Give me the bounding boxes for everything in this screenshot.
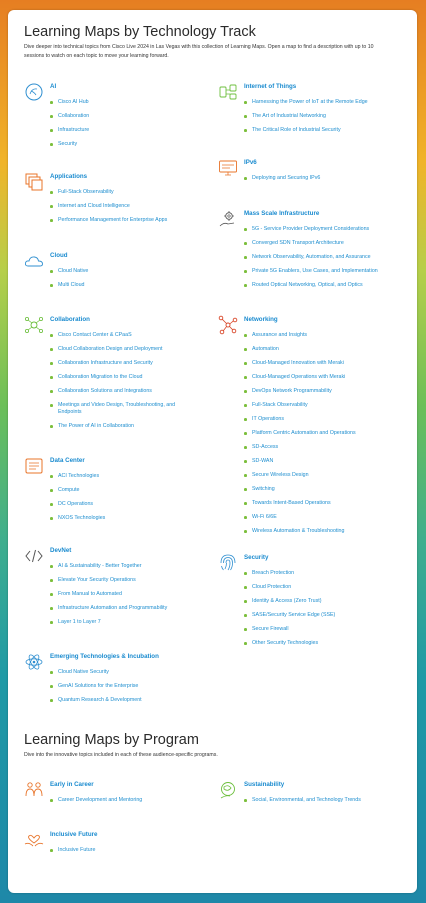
list-item[interactable]: Performance Management for Enterprise Apps [50,217,167,224]
ai-brain-icon [24,82,44,102]
topic-ai-list [50,99,89,155]
topic-mass-scale-link[interactable]: Mass Scale Infrastructure [244,210,320,217]
people-growth-icon [24,780,44,800]
topic-devnet-list [50,563,167,633]
list-item[interactable]: SD-WAN [244,458,356,465]
list-item[interactable]: SD-Access [244,444,356,451]
list-item[interactable]: Platform Centric Automation and Operations [244,430,356,437]
hands-heart-icon [24,830,44,850]
list-item[interactable]: Cisco Contact Center & CPaaS [50,332,200,339]
topic-applications-link[interactable]: Applications [50,173,88,180]
topic-collaboration-link[interactable]: Collaboration [50,316,90,323]
topic-networking-link[interactable]: Networking [244,316,278,323]
gear-hand-icon [218,209,238,229]
topic-data-center-list [50,473,105,529]
topic-cloud-list [50,268,88,296]
topic-data-center-link[interactable]: Data Center [50,457,85,464]
list-item[interactable]: Harnessing the Power of IoT at the Remote Edge [244,99,368,106]
list-item[interactable]: Switching [244,486,356,493]
iot-devices-icon [218,82,238,102]
list-item[interactable]: The Power of AI in Collaboration [50,423,200,430]
list-item[interactable]: DC Operations [50,501,105,508]
list-item[interactable]: Cloud Collaboration Design and Deployment [50,346,200,353]
people-network-icon [24,315,44,335]
list-item[interactable]: Collaboration [50,113,89,120]
list-item[interactable]: Multi Cloud [50,282,88,289]
topic-networking-list [244,332,356,542]
list-item[interactable]: Social, Environmental, and Technology Trends [244,797,361,804]
list-item[interactable]: Towards Intent-Based Operations [244,500,356,507]
list-item[interactable]: Cloud Native [50,268,88,275]
topic-applications-list [50,189,167,231]
topic-emerging-tech-list [50,669,142,711]
stacked-windows-icon [24,172,44,192]
topic-inclusive-future-list [50,847,95,861]
list-item[interactable]: Infrastructure Automation and Programmability [50,605,167,612]
ipv6-monitor-icon [218,158,238,178]
server-rack-icon [24,456,44,476]
list-item[interactable]: Inclusive Future [50,847,95,854]
list-item[interactable]: Cisco AI Hub [50,99,89,106]
list-item[interactable]: Assurance and Insights [244,332,356,339]
list-item[interactable]: Private 5G Enablers, Use Cases, and Implementation [244,268,378,275]
list-item[interactable]: Career Development and Mentoring [50,797,142,804]
list-item[interactable]: Cloud Native Security [50,669,142,676]
list-item[interactable]: Routed Optical Networking, Optical, and Optics [244,282,378,289]
topic-early-career-link[interactable]: Early in Career [50,781,94,788]
list-item[interactable]: Collaboration Infrastructure and Security [50,360,200,367]
list-item[interactable]: NXOS Technologies [50,515,105,522]
list-item[interactable]: GenAI Solutions for the Enterprise [50,683,142,690]
code-brackets-icon [24,546,44,566]
topic-emerging-tech-link[interactable]: Emerging Technologies & Incubation [50,653,159,660]
list-item[interactable]: Collaboration Migration to the Cloud [50,374,200,381]
list-item[interactable]: Full-Stack Observability [244,402,356,409]
track-title: Learning Maps by Technology Track [24,24,256,40]
list-item[interactable]: From Manual to Automated [50,591,167,598]
cloud-icon [24,251,44,271]
topic-mass-scale-list [244,226,378,296]
list-item[interactable]: Network Observability, Automation, and Assurance [244,254,378,261]
topic-ipv6-list [244,175,320,189]
topic-ipv6-link[interactable]: IPv6 [244,159,257,166]
list-item[interactable]: Converged SDN Transport Architecture [244,240,378,247]
list-item[interactable]: 5G - Service Provider Deployment Considerations [244,226,378,233]
list-item[interactable]: Cloud-Managed Innovation with Meraki [244,360,356,367]
list-item[interactable]: Other Security Technologies [244,640,335,647]
list-item[interactable]: IT Operations [244,416,356,423]
program-title: Learning Maps by Program [24,732,199,748]
list-item[interactable]: Compute [50,487,105,494]
list-item[interactable]: Internet and Cloud Intelligence [50,203,167,210]
topic-security-link[interactable]: Security [244,554,269,561]
topic-ai-link[interactable]: AI [50,83,57,90]
list-item[interactable]: Breach Protection [244,570,335,577]
program-description: Dive into the innovative topics included in each of these audience-specific programs. [24,752,218,758]
fingerprint-icon [218,553,238,573]
list-item[interactable]: SASE/Security Service Edge (SSE) [244,612,335,619]
track-description: Dive deeper into technical topics from Cisco Live 2024 in Las Vegas with this collection of Learning Maps. Open a map to find a description with up to 10 sessions to watch on each topic to move your learning forward. [24,44,374,59]
list-item[interactable]: Wi-Fi 6/6E [244,514,356,521]
list-item[interactable]: Full-Stack Observability [50,189,167,196]
list-item[interactable]: Secure Firewall [244,626,335,633]
topic-iot-list [244,99,368,141]
list-item[interactable]: Quantum Research & Development [50,697,142,704]
list-item[interactable]: Secure Wireless Design [244,472,356,479]
list-item[interactable]: The Critical Role of Industrial Security [244,127,368,134]
topic-sustainability-link[interactable]: Sustainability [244,781,285,788]
list-item[interactable]: Cloud-Managed Operations with Meraki [244,374,356,381]
list-item[interactable]: The Art of Industrial Networking [244,113,368,120]
list-item[interactable]: Identity & Access (Zero Trust) [244,598,335,605]
list-item[interactable]: Cloud Protection [244,584,335,591]
list-item[interactable]: Meetings and Video Design, Troubleshooting, and Endpoints [50,402,200,416]
leaf-globe-icon [218,780,238,800]
topic-collaboration-list [50,332,200,437]
list-item[interactable]: ACI Technologies [50,473,105,480]
learning-maps-card [8,10,417,893]
topic-iot-link[interactable]: Internet of Things [244,83,297,90]
list-item[interactable]: Security [50,141,89,148]
list-item[interactable]: Wireless Automation & Troubleshooting [244,528,356,535]
list-item[interactable]: AI & Sustainability - Better Together [50,563,167,570]
topic-inclusive-future-link[interactable]: Inclusive Future [50,831,98,838]
list-item[interactable]: Elevate Your Security Operations [50,577,167,584]
topic-early-career-list [50,797,142,811]
topic-security-list [244,570,335,654]
network-nodes-icon [218,315,238,335]
atom-icon [24,652,44,672]
list-item[interactable]: DevOps Network Programmability [244,388,356,395]
list-item[interactable]: Collaboration Solutions and Integrations [50,388,200,395]
list-item[interactable]: Infrastructure [50,127,89,134]
topic-sustainability-list [244,797,361,811]
topic-cloud-link[interactable]: Cloud [50,252,68,259]
list-item[interactable]: Automation [244,346,356,353]
list-item[interactable]: Deploying and Securing IPv6 [244,175,320,182]
list-item[interactable]: Layer 1 to Layer 7 [50,619,167,626]
topic-devnet-link[interactable]: DevNet [50,547,72,554]
